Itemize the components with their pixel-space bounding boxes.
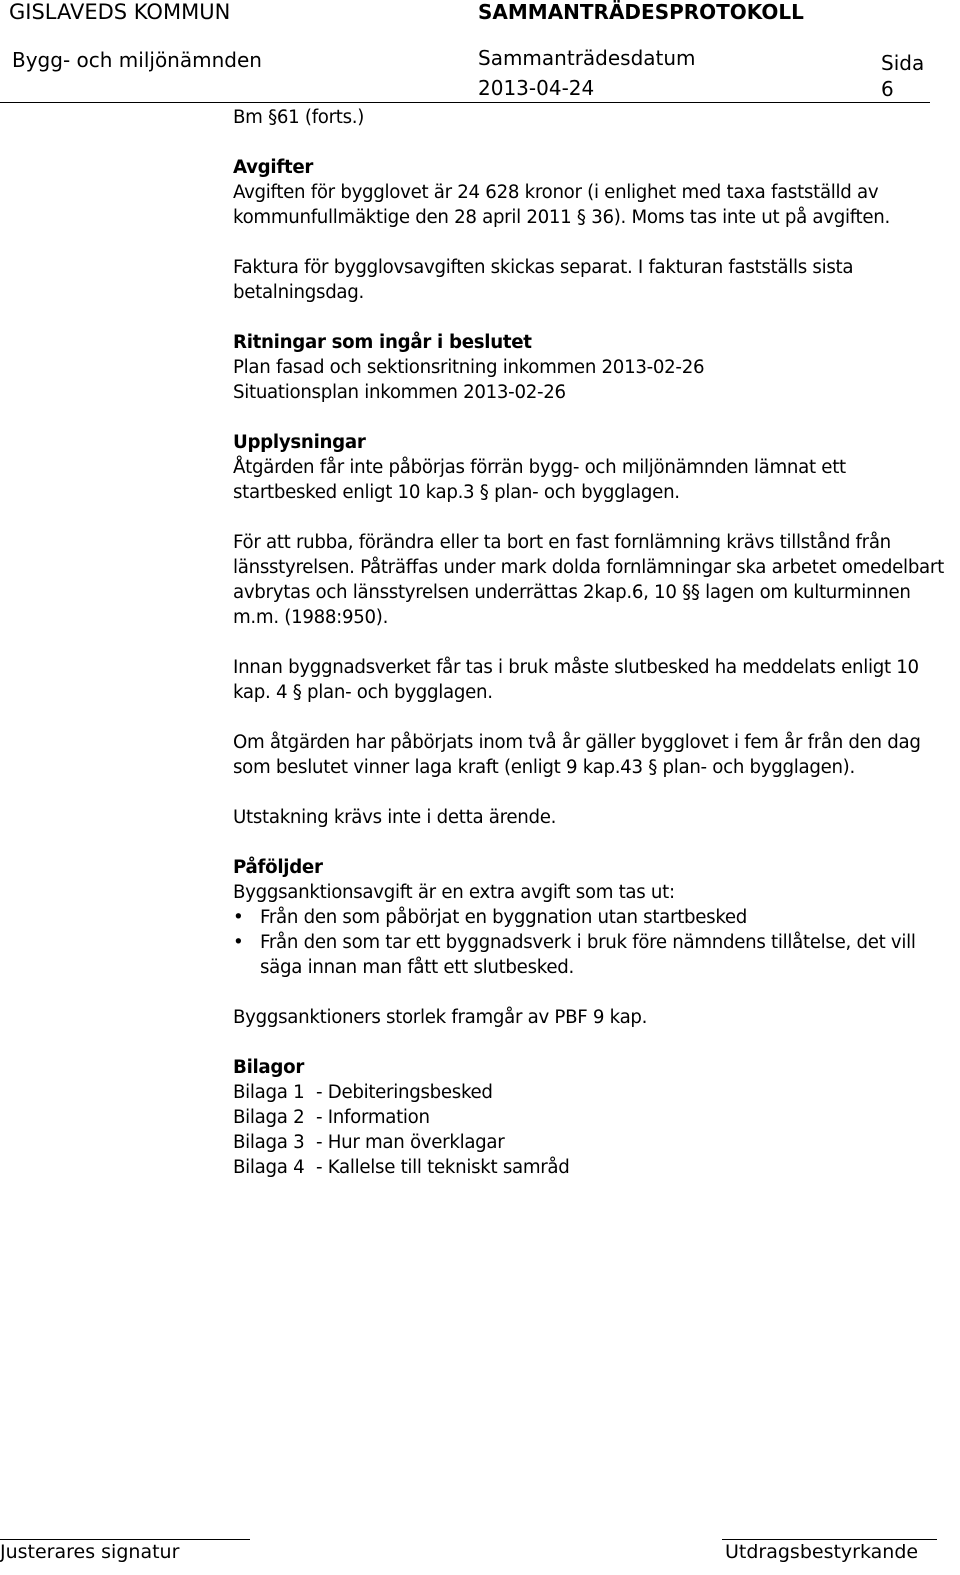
- footer-divider-right: [722, 1539, 937, 1540]
- date-label: Sammanträdesdatum: [478, 46, 696, 70]
- document-body: [233, 105, 955, 1180]
- upplysningar-paragraph-3: Innan byggnadsverket får tas i bruk måste slutbesked ha meddelats enligt 10 kap. 4 § plan- och bygglagen.: [233, 657, 919, 703]
- ritningar-line-2: Situationsplan inkommen 2013-02-26: [233, 382, 566, 403]
- page-number: 6: [881, 77, 894, 101]
- municipality-name: GISLAVEDS KOMMUN: [9, 0, 231, 24]
- upplysningar-paragraph-1: Åtgärden får inte påbörjas förrän bygg- och miljönämnden lämnat ett startbesked enligt 10 kap.3 § plan- och bygglagen.: [233, 457, 846, 503]
- document-type: SAMMANTRÄDESPROTOKOLL: [478, 0, 804, 24]
- bullet-icon: •: [233, 907, 244, 928]
- ritningar-line-1: Plan fasad och sektionsritning inkommen 2013-02-26: [233, 357, 705, 378]
- bilaga-row: Bilaga 2 - Information: [233, 1107, 430, 1128]
- avgifter-heading: Avgifter: [233, 157, 314, 178]
- bilaga-row: Bilaga 3 - Hur man överklagar: [233, 1132, 505, 1153]
- bullet-icon: •: [233, 932, 244, 953]
- bilaga-row: Bilaga 4 - Kallelse till tekniskt samråd: [233, 1157, 570, 1178]
- list-item: • Från den som påbörjat en byggnation utan startbesked: [233, 907, 748, 928]
- page-label: Sida: [881, 51, 925, 75]
- avgifter-paragraph-1: Avgiften för bygglovet är 24 628 kronor (i enlighet med taxa fastställd av kommunfullmäktige den 28 april 2011 § 36). Moms tas inte ut på avgiften.: [233, 182, 890, 228]
- committee-name: Bygg- och miljönämnden: [12, 48, 262, 72]
- upplysningar-paragraph-4: Om åtgärden har påbörjats inom två år gäller bygglovet i fem år från den dag som beslutet vinner laga kraft (enligt 9 kap.43 § plan- och bygglagen).: [233, 732, 921, 778]
- paföljder-outro: Byggsanktioners storlek framgår av PBF 9 kap.: [233, 1007, 648, 1028]
- meeting-date: 2013-04-24: [478, 76, 595, 100]
- upplysningar-heading: Upplysningar: [233, 432, 366, 453]
- paföljder-list: [233, 905, 955, 980]
- bilaga-row: Bilaga 1 - Debiteringsbesked: [233, 1082, 493, 1103]
- paföljder-heading: Påföljder: [233, 857, 323, 878]
- upplysningar-paragraph-2: För att rubba, förändra eller ta bort en fast fornlämning krävs tillstånd från länsstyrelsen. Påträffas under mark dolda fornlämningar ska arbetet omedelbart avbrytas och länsstyrelsen underrättas 2kap.6, 10 §§ lagen om kulturminnen m.m. (1988:950).: [233, 532, 944, 628]
- bilagor-heading: Bilagor: [233, 1057, 304, 1078]
- upplysningar-paragraph-5: Utstakning krävs inte i detta ärende.: [233, 807, 557, 828]
- paföljder-intro: Byggsanktionsavgift är en extra avgift som tas ut:: [233, 882, 675, 903]
- extract-certification-label: Utdragsbestyrkande: [725, 1541, 919, 1563]
- avgifter-paragraph-2: Faktura för bygglovsavgiften skickas separat. I fakturan fastställs sista betalningsdag.: [233, 257, 854, 303]
- section-reference: Bm §61 (forts.): [233, 107, 365, 128]
- footer-divider-left: [0, 1539, 250, 1540]
- adjuster-signature-label: Justerares signatur: [0, 1541, 180, 1563]
- list-item: • Från den som tar ett byggnadsverk i bruk före nämndens tillåtelse, det vill säga innan man fått ett slutbesked.: [233, 932, 916, 978]
- ritningar-heading: Ritningar som ingår i beslutet: [233, 332, 532, 353]
- header-divider: [0, 102, 930, 103]
